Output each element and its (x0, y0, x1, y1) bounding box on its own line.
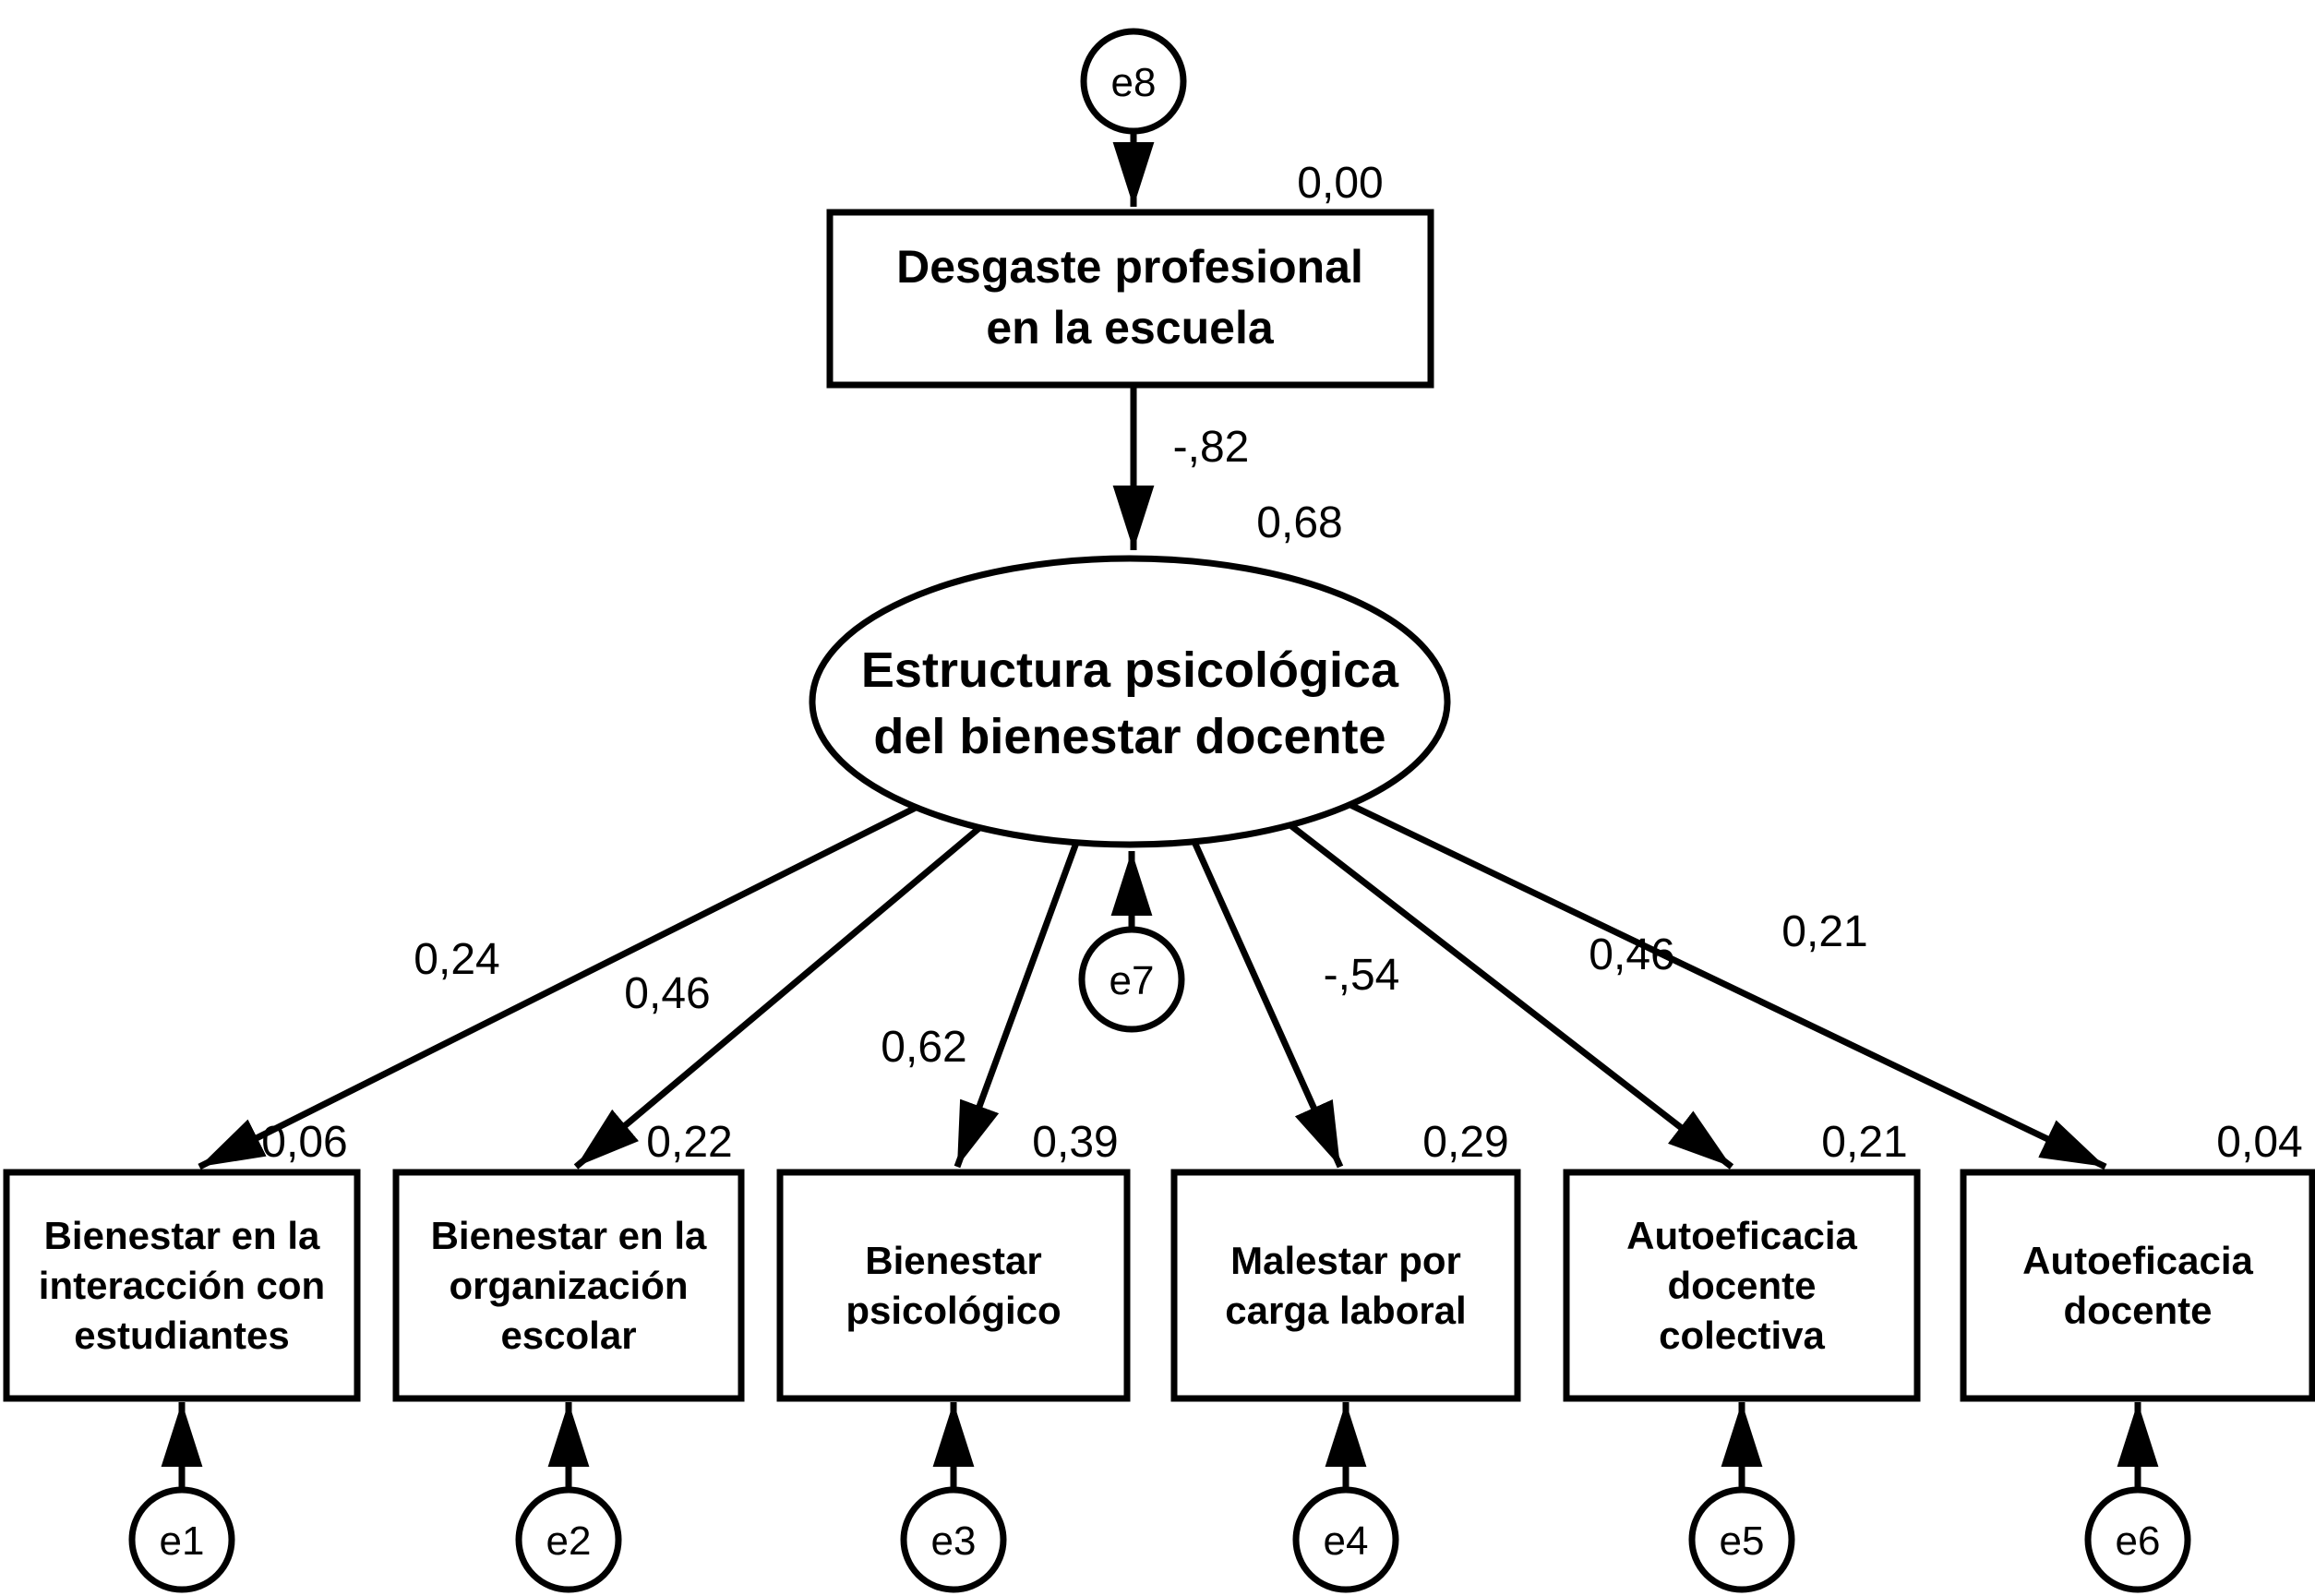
e5-label: e5 (1719, 1518, 1765, 1564)
e7-label: e7 (1109, 958, 1155, 1003)
indicator-box-1 (6, 1172, 357, 1398)
indicator-rect-6 (1963, 1172, 2312, 1398)
indicator-variance-label-3: 0,39 (1032, 1118, 1119, 1167)
error-node-e8 (1084, 31, 1183, 131)
indicator-5-label-line1: Autoeficacia (1626, 1214, 1857, 1257)
arrow-latent-to-indicator-4 (1194, 842, 1340, 1167)
e3-label: e3 (930, 1518, 977, 1564)
loading-label-2: 0,46 (624, 969, 711, 1018)
indicator-4-label-line1: Malestar por (1230, 1239, 1461, 1282)
indicator-box-5 (1566, 1172, 1917, 1398)
indicator-box-4 (1174, 1172, 1517, 1398)
indicator-1-label-line1: Bienestar en la (43, 1214, 320, 1257)
e6-label: e6 (2115, 1518, 2161, 1564)
burnout-label-line2: en la escuela (986, 302, 1274, 354)
loading-label-4: -,54 (1323, 951, 1400, 1000)
error-node-e7 (1082, 930, 1181, 1029)
latent-ellipse (812, 558, 1447, 845)
indicator-variance-label-2: 0,22 (646, 1118, 733, 1167)
indicator-5-label-line2: docente (1667, 1264, 1817, 1307)
latent-node (812, 558, 1447, 845)
loading-label-1: 0,24 (414, 935, 500, 984)
error-node-e3 (904, 1490, 1003, 1590)
indicator-6-label-line2: docente (2063, 1289, 2213, 1332)
loading-label-5: 0,46 (1589, 930, 1675, 979)
latent-label-line1: Estructura psicológica (860, 642, 1399, 698)
arrow-latent-to-indicator-1 (199, 808, 916, 1167)
error-node-e4 (1296, 1490, 1396, 1590)
indicator-5-label-line3: colectiva (1659, 1314, 1825, 1357)
indicator-2-label-line1: Bienestar en la (430, 1214, 707, 1257)
e2-label: e2 (546, 1518, 592, 1564)
loading-label-6: 0,21 (1781, 907, 1868, 956)
indicator-box-3 (780, 1172, 1127, 1398)
indicator-rect-4 (1174, 1172, 1517, 1398)
regression-coefficient-label: -,82 (1172, 423, 1250, 472)
error-node-e6 (2088, 1490, 2188, 1590)
indicator-variance-label-4: 0,29 (1422, 1118, 1509, 1167)
error-node-e1 (132, 1490, 232, 1590)
burnout-label-line1: Desgaste profesional (896, 241, 1363, 293)
error-node-e2 (519, 1490, 618, 1590)
loading-label-3: 0,62 (881, 1023, 967, 1072)
indicator-variance-label-6: 0,04 (2216, 1118, 2303, 1167)
indicator-1-label-line2: interacción con (38, 1264, 326, 1307)
indicator-rect-3 (780, 1172, 1127, 1398)
indicator-3-label-line1: Bienestar (865, 1239, 1042, 1282)
indicator-variance-label-1: 0,06 (261, 1118, 348, 1167)
indicator-box-2 (396, 1172, 741, 1398)
arrow-latent-to-indicator-6 (1350, 805, 2105, 1167)
e8-label: e8 (1110, 60, 1157, 105)
indicator-2-label-line2: organización (449, 1264, 689, 1307)
indicator-6-label-line1: Autoeficacia (2022, 1239, 2253, 1282)
latent-variance-label: 0,68 (1256, 498, 1343, 547)
indicator-3-label-line2: psicológico (846, 1289, 1062, 1332)
e1-label: e1 (159, 1518, 205, 1564)
burnout-rect (830, 212, 1431, 385)
latent-label-line2: del bienestar docente (873, 709, 1386, 764)
indicator-1-label-line3: estudiantes (74, 1314, 290, 1357)
error-node-e5 (1692, 1490, 1792, 1590)
indicator-4-label-line2: carga laboral (1225, 1289, 1467, 1332)
burnout-variance-label: 0,00 (1297, 159, 1384, 208)
indicator-2-label-line3: escolar (500, 1314, 637, 1357)
indicator-variance-label-5: 0,21 (1821, 1118, 1908, 1167)
burnout-box (830, 212, 1431, 385)
indicator-box-6 (1963, 1172, 2312, 1398)
e4-label: e4 (1323, 1518, 1369, 1564)
